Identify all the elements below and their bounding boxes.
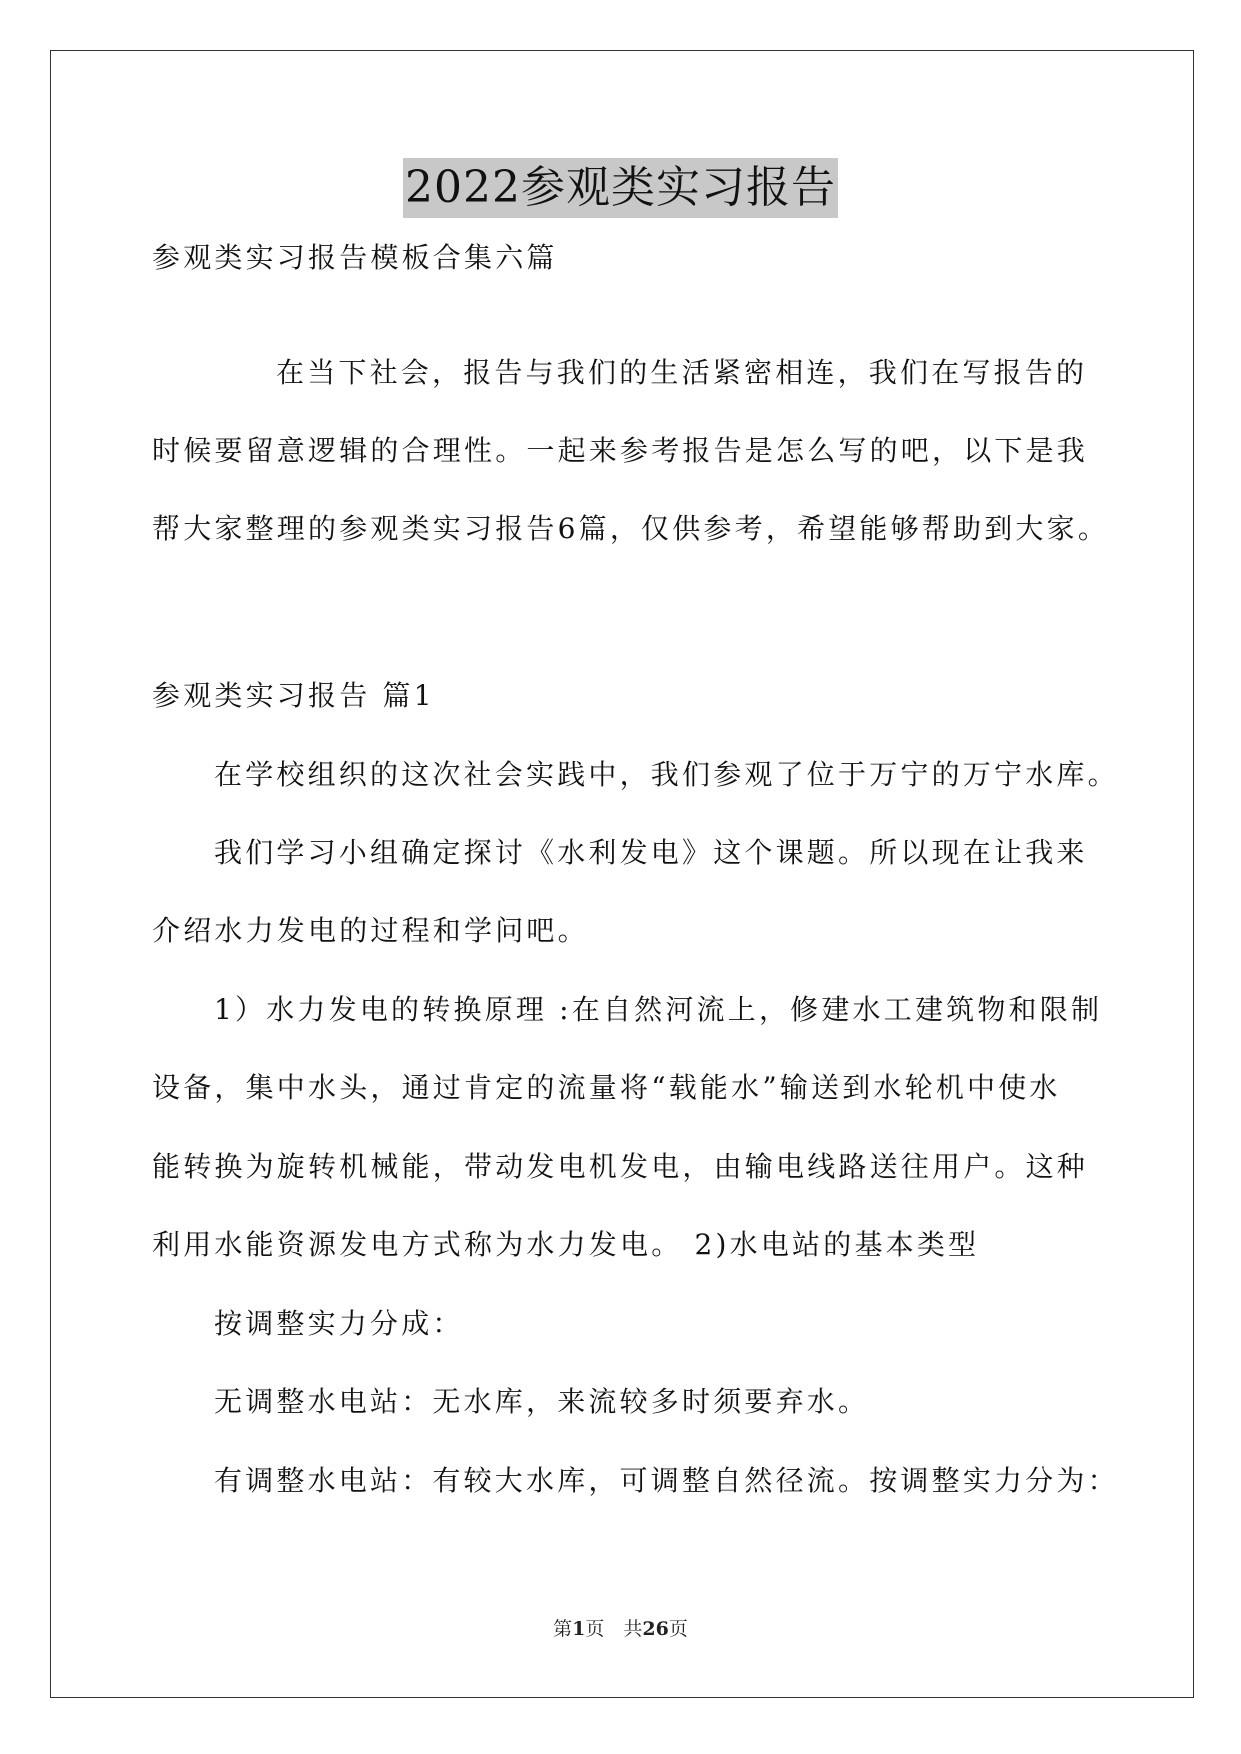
- paragraph-line: 时候要留意逻辑的合理性。一起来参考报告是怎么写的吧，以下是我: [152, 434, 1089, 467]
- document-title: 2022参观类实习报告: [403, 158, 838, 218]
- paragraph-line: 无调整水电站：无水库，来流较多时须要弃水。: [214, 1385, 870, 1418]
- page-border: [50, 50, 1194, 1698]
- footer-mid: 页 共: [585, 1618, 643, 1640]
- paragraph-line: 在当下社会，报告与我们的生活紧密相连，我们在写报告的: [276, 356, 1088, 389]
- paragraph-line: 我们学习小组确定探讨《水利发电》这个课题。所以现在让我来: [214, 836, 1088, 869]
- paragraph-line: 介绍水力发电的过程和学问吧。: [152, 914, 589, 947]
- paragraph-line: 利用水能资源发电方式称为水力发电。 2)水电站的基本类型: [152, 1228, 980, 1261]
- paragraph-line: 在学校组织的这次社会实践中，我们参观了位于万宁的万宁水库。: [214, 758, 1119, 791]
- footer-page-number: 1: [572, 1618, 586, 1640]
- footer-suffix: 页: [668, 1618, 688, 1640]
- paragraph-line: 按调整实力分成：: [214, 1307, 464, 1340]
- paragraph-line: 能转换为旋转机械能，带动发电机发电，由输电线路送往用户。这种: [152, 1150, 1089, 1183]
- paragraph-line: 有调整水电站：有较大水库，可调整自然径流。按调整实力分为：: [214, 1464, 1119, 1497]
- section-heading: 参观类实习报告 篇1: [152, 679, 435, 712]
- footer-prefix: 第: [553, 1618, 573, 1640]
- title-wrap: [0, 158, 1241, 218]
- paragraph-line: 帮大家整理的参观类实习报告6篇，仅供参考，希望能够帮助到大家。: [152, 512, 1110, 545]
- paragraph-line: 设备，集中水头，通过肯定的流量将“载能水”输送到水轮机中使水: [152, 1071, 1061, 1104]
- paragraph-line: 1）水力发电的转换原理 :在自然河流上，修建水工建筑物和限制: [214, 993, 1103, 1026]
- footer-total-pages: 26: [642, 1618, 669, 1640]
- subtitle-line: 参观类实习报告模板合集六篇: [152, 241, 558, 274]
- page-footer: [0, 1617, 1241, 1641]
